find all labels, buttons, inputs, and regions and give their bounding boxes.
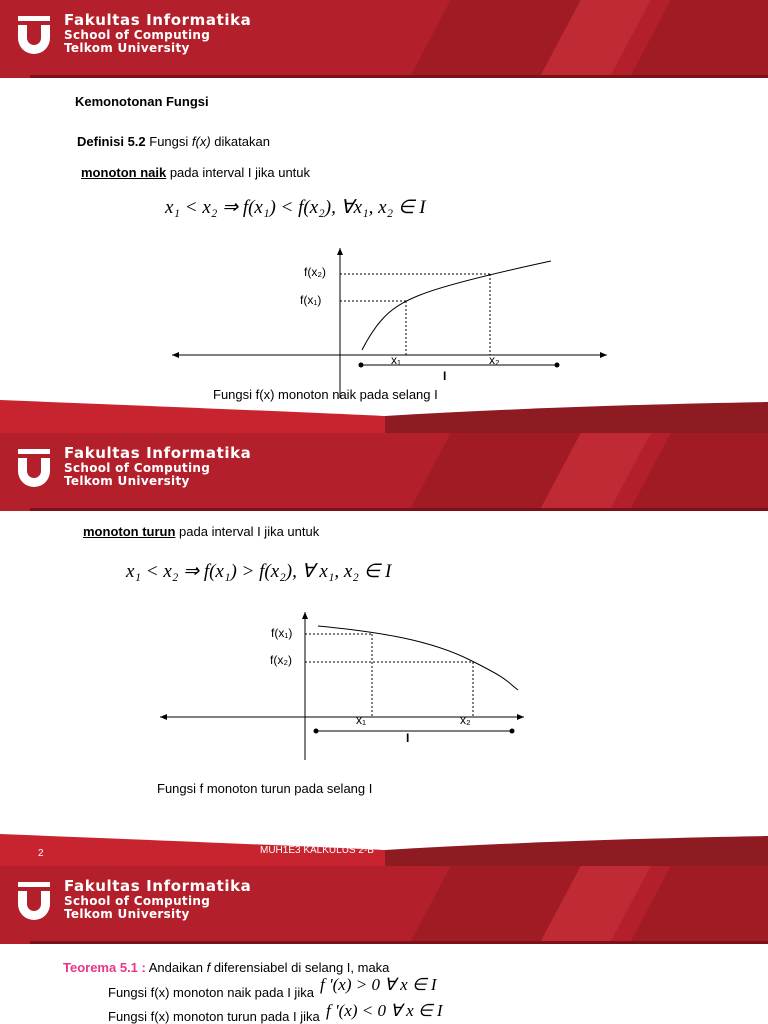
graph2-label-fx1: f(x₁) [271,626,293,640]
theorem-line [63,960,389,975]
theorem-turun-line: Fungsi f(x) monoton turun pada I jika [108,1009,320,1024]
brand-title: Fakultas Informatika [64,11,252,29]
brand-school: School of Computing [64,461,211,475]
graph1-label-x2: x₂ [489,353,500,367]
slide3-header [0,866,768,944]
slide2-footer-band [0,832,768,868]
definition-fx: f(x) [191,134,211,149]
brand-university: Telkom University [64,907,190,921]
brand-university: Telkom University [64,474,190,488]
page-number: 2 [38,848,44,859]
brand-title: Fakultas Informatika [64,444,252,462]
caption-turun: Fungsi f monoton turun pada selang I [157,781,373,796]
course-code: MUH1E3 KALKULUS 2-B [260,845,374,856]
brand-school: School of Computing [64,28,211,42]
theorem-label: Teorema 5.1 : [63,960,146,975]
formula-turun: x₁ < x₂ ⇒ f(x₁) > f(x₂), ∀ x₁, x₂ ∈ I [126,561,392,582]
graph1-label-x1: x₁ [391,353,402,367]
formula-naik: x₁ < x₂ ⇒ f(x₁) < f(x₂), ∀x₁, x₂ ∈ I [165,197,426,218]
term-monoton-naik: monoton naik [81,165,167,180]
brand-school: School of Computing [64,894,211,908]
graph2-label-x2: x₂ [460,713,471,727]
definition-text-2: dikatakan [210,134,270,149]
theorem-turun-formula: f '(x) < 0 ∀ x ∈ I [326,1001,443,1020]
graph1-label-fx2: f(x₂) [304,265,326,279]
graph2-label-interval: I [406,731,410,745]
definition-text: Fungsi [145,134,192,149]
telkom-logo-icon [16,880,52,920]
graph1-label-fx1: f(x₁) [300,293,322,307]
theorem-naik-line: Fungsi f(x) monoton naik pada I jika [108,985,314,1000]
term-rest: pada interval I jika untuk [166,165,311,180]
theorem-text-2: diferensiabel di selang I, maka [210,960,390,975]
graph1-label-interval: I [443,369,447,383]
brand-text [64,878,251,921]
theorem-f: f [206,960,211,975]
theorem-naik-formula: f '(x) > 0 ∀ x ∈ I [320,975,437,994]
brand-title: Fakultas Informatika [64,877,252,895]
term-rest: pada interval I jika untuk [175,524,320,539]
theorem-text: Andaikan [145,960,207,975]
term-monoton-turun: monoton turun [83,524,176,539]
graph2-label-fx2: f(x₂) [270,653,292,667]
graph2-label-x1: x₁ [356,713,367,727]
caption-naik: Fungsi f(x) monoton naik pada selang I [213,387,438,402]
brand-university: Telkom University [64,41,190,55]
slide1-heading: Kemonotonan Fungsi [75,94,209,109]
definition-label: Definisi 5.2 [77,134,146,149]
